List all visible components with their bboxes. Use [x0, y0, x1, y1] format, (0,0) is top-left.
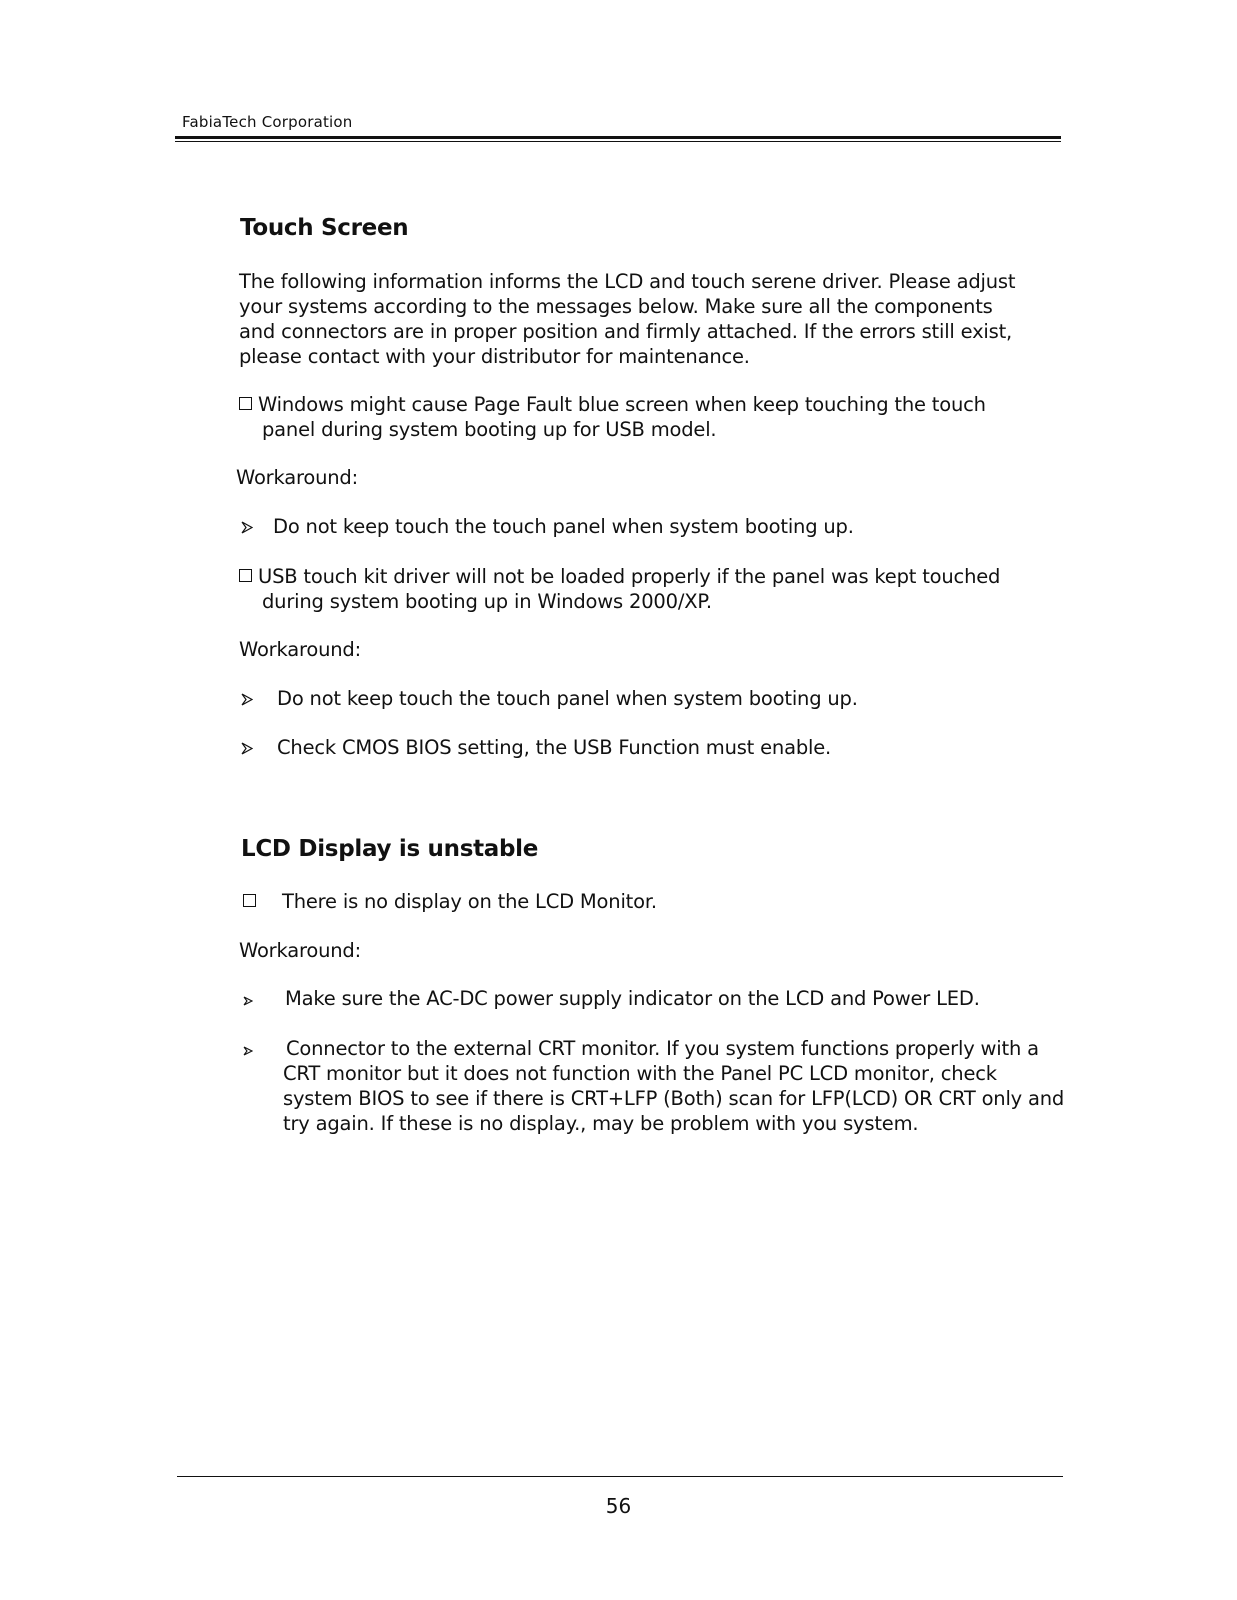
- issue-item: [239, 392, 986, 417]
- page-number: 56: [605, 1494, 632, 1518]
- issue-text-continued: during system booting up in Windows 2000/XP.: [262, 590, 712, 613]
- touch-screen-intro: [239, 269, 1015, 369]
- workaround-label: Workaround:: [239, 939, 361, 962]
- workaround-label: Workaround:: [239, 638, 361, 661]
- header-rule-thin: [175, 141, 1061, 142]
- arrow-bullet-icon: [241, 514, 257, 539]
- issue-item: [239, 564, 1000, 589]
- checkbox-bullet-icon: [243, 894, 256, 907]
- footer-rule: [177, 1476, 1063, 1477]
- arrow-bullet-icon: [243, 986, 259, 1011]
- issue-text: There is no display on the LCD Monitor.: [282, 890, 657, 913]
- step-text-continued: CRT monitor but it does not function with the Panel PC LCD monitor, check: [283, 1062, 997, 1085]
- arrow-bullet-icon: [241, 735, 257, 760]
- step-text: Do not keep touch the touch panel when system booting up.: [273, 515, 854, 538]
- arrow-bullet-icon: [241, 686, 257, 711]
- step-text: Make sure the AC-DC power supply indicator on the LCD and Power LED.: [285, 987, 980, 1010]
- workaround-label: Workaround:: [236, 466, 358, 489]
- arrow-bullet-icon: [243, 1036, 259, 1061]
- header-rule-thick: [175, 136, 1061, 139]
- workaround-step: [243, 1036, 1039, 1061]
- section-title-lcd-display: LCD Display is unstable: [241, 836, 539, 862]
- intro-line: and connectors are in proper position and firmly attached. If the errors still exist,: [239, 320, 1013, 343]
- step-text-continued: try again. If these is no display., may be problem with you system.: [283, 1112, 919, 1135]
- issue-text: USB touch kit driver will not be loaded properly if the panel was kept touched: [258, 565, 1001, 588]
- step-text: Connector to the external CRT monitor. If you system functions properly with a: [286, 1037, 1039, 1060]
- workaround-step: [243, 986, 980, 1011]
- intro-line: The following information informs the LCD and touch serene driver. Please adjust: [239, 270, 1016, 293]
- issue-item: [243, 889, 657, 914]
- workaround-step: [241, 735, 831, 760]
- step-text: Check CMOS BIOS setting, the USB Function must enable.: [277, 736, 832, 759]
- section-title-touch-screen: Touch Screen: [240, 215, 409, 241]
- checkbox-bullet-icon: [239, 569, 252, 582]
- step-text-continued: system BIOS to see if there is CRT+LFP (Both) scan for LFP(LCD) OR CRT only and: [283, 1087, 1065, 1110]
- running-header: FabiaTech Corporation: [182, 113, 353, 131]
- workaround-step: [241, 686, 858, 711]
- checkbox-bullet-icon: [239, 397, 252, 410]
- intro-line: please contact with your distributor for maintenance.: [239, 345, 750, 368]
- issue-text: Windows might cause Page Fault blue screen when keep touching the touch: [258, 393, 986, 416]
- workaround-step: [241, 514, 854, 539]
- issue-text-continued: panel during system booting up for USB model.: [262, 418, 717, 441]
- step-text: Do not keep touch the touch panel when system booting up.: [277, 687, 858, 710]
- intro-line: your systems according to the messages below. Make sure all the components: [239, 295, 993, 318]
